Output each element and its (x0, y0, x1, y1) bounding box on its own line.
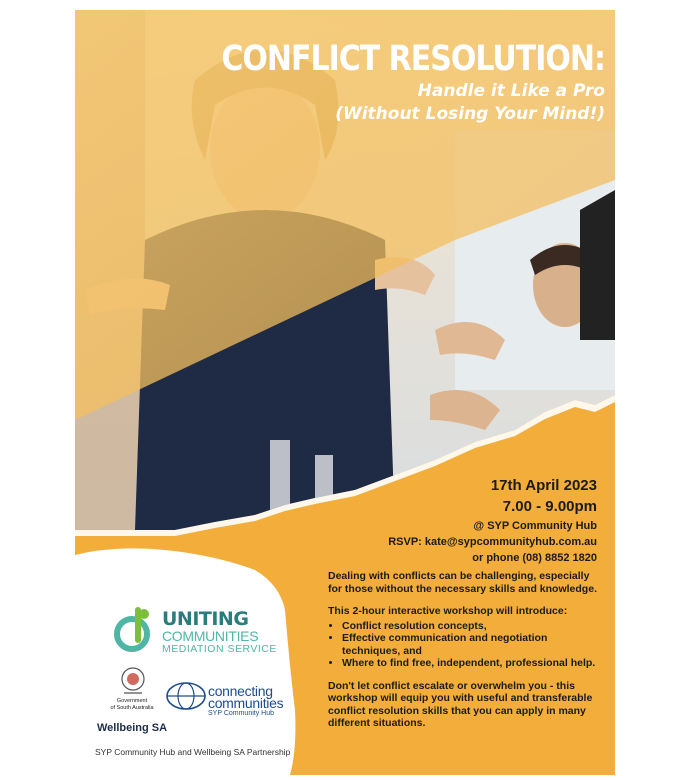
gov-line1: Government (116, 698, 148, 704)
event-details (388, 476, 597, 566)
event-location: @ SYP Community Hub (473, 520, 597, 532)
government-crest-icon (120, 665, 146, 697)
topic-item: • Effective communication and negotiation techniques, and (342, 632, 606, 657)
government-label (103, 698, 161, 711)
connecting-communities-globe-icon (165, 680, 207, 712)
cc-line1: connecting (208, 683, 273, 699)
connecting-communities-name (208, 685, 283, 709)
uc-emblem-icon (110, 606, 160, 656)
uc-line2: COMMUNITIES (162, 628, 259, 644)
intro-paragraph: Dealing with conflicts can be challenging, especially for those without the necessary skills and knowledge. (328, 570, 597, 595)
poster-title-block (221, 40, 605, 126)
poster-subtitle-line2: (Without Losing Your Mind!) (335, 104, 605, 124)
wellbeing-sa-label: Wellbeing SA (97, 722, 168, 734)
workshop-lead: This 2-hour interactive workshop will introduce: (328, 605, 568, 617)
gov-line2: of South Australia (110, 704, 154, 711)
partnership-footer: SYP Community Hub and Wellbeing SA Partnership (95, 747, 291, 757)
topic-list (328, 620, 606, 670)
event-date: 17th April 2023 (490, 477, 597, 494)
topic-item: • Conflict resolution concepts, (342, 620, 606, 633)
poster-title: CONFLICT RESOLUTION: (221, 38, 605, 80)
body-text (328, 570, 606, 740)
uniting-communities-logo (110, 606, 310, 656)
cc-subtitle: SYP Community Hub (208, 710, 275, 717)
uc-name: UNITING (162, 608, 249, 630)
closing-paragraph: Don't let conflict escalate or overwhelm you - this workshop will equip you with useful and transferable conflict resolution skills that you can apply in many different situations. (328, 679, 593, 729)
event-rsvp: RSVP: kate@sypcommunityhub.com.au (388, 536, 597, 548)
uc-line3: MEDIATION SERVICE (162, 643, 277, 655)
event-time: 7.00 - 9.00pm (502, 498, 597, 515)
poster-subtitle-line1: Handle it Like a Pro (417, 81, 605, 101)
poster (75, 10, 615, 775)
topic-item: • Where to find free, independent, professional help. (342, 657, 606, 670)
event-phone: or phone (08) 8852 1820 (472, 552, 597, 564)
cc-line2: communities (208, 695, 284, 711)
